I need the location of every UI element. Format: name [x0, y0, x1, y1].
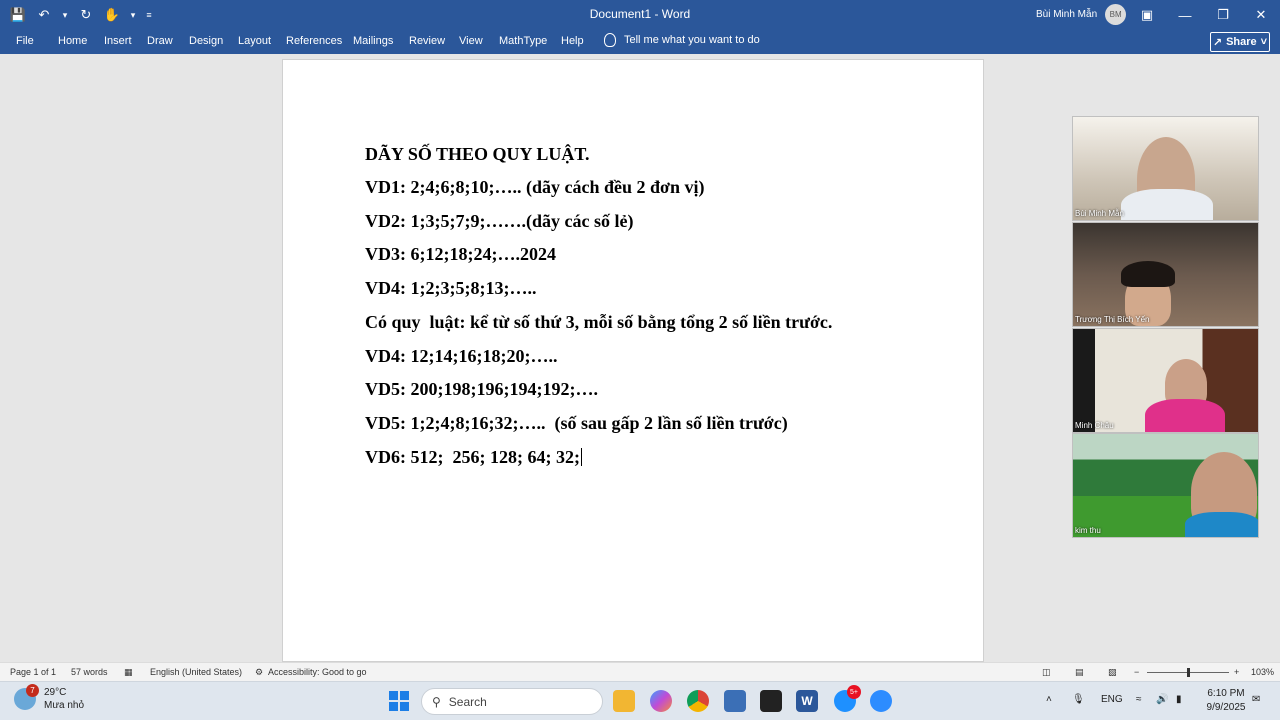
- tab-help[interactable]: Help: [561, 35, 584, 47]
- undo-dropdown-icon[interactable]: ▾: [62, 9, 68, 20]
- zoom-slider-thumb[interactable]: [1187, 668, 1190, 677]
- temperature: 29°C: [44, 687, 67, 698]
- accessibility-icon[interactable]: ⚙: [255, 667, 264, 677]
- tab-layout[interactable]: Layout: [238, 35, 272, 47]
- document-line[interactable]: VD2: 1;3;5;7;9;…….(dãy các số lẻ): [365, 211, 634, 231]
- document-page[interactable]: [282, 59, 984, 662]
- language-status[interactable]: English (United States): [150, 667, 243, 677]
- customize-qat-icon[interactable]: ≡: [146, 10, 152, 20]
- wifi-icon[interactable]: ≈: [1136, 694, 1142, 705]
- document-line[interactable]: VD1: 2;4;6;8;10;….. (dãy cách đều 2 đơn vị): [365, 177, 705, 197]
- participant-name: Trương Thị Bích Yến: [1075, 315, 1150, 324]
- status-bar: [0, 662, 1280, 681]
- document-line-current[interactable]: [365, 447, 582, 468]
- document-line[interactable]: Có quy luật: kể từ số thứ 3, mỗi số bằng tổng 2 số liền trước.: [365, 312, 833, 332]
- tell-me-label: Tell me what you want to do: [624, 34, 760, 46]
- tab-mathtype[interactable]: MathType: [499, 35, 548, 47]
- redo-icon[interactable]: ↻: [80, 7, 92, 22]
- word-icon[interactable]: W: [796, 690, 818, 712]
- tab-insert[interactable]: Insert: [104, 35, 132, 47]
- weather-icon: [14, 688, 36, 710]
- participant-name: Bùi Minh Mẫn: [1075, 209, 1124, 218]
- date: 9/9/2025: [1206, 702, 1246, 713]
- tab-draw[interactable]: Draw: [147, 35, 173, 47]
- tell-me-search[interactable]: [604, 33, 760, 47]
- proofing-icon[interactable]: ▦: [124, 667, 133, 677]
- search-icon: ⚲: [432, 694, 441, 709]
- document-title: Document1 - Word: [589, 7, 691, 21]
- document-line[interactable]: VD5: 1;2;4;8;16;32;….. (số sau gấp 2 lần số liền trước): [365, 413, 788, 433]
- file-explorer-icon[interactable]: [613, 690, 635, 712]
- account-area[interactable]: [1036, 4, 1126, 25]
- windows-logo-icon: [389, 691, 398, 700]
- document-line[interactable]: VD3: 6;12;18;24;….2024: [365, 244, 556, 264]
- participant-video-3[interactable]: [1072, 328, 1259, 433]
- clock[interactable]: [1200, 687, 1252, 715]
- ribbon-display-icon[interactable]: ▣: [1140, 7, 1154, 22]
- document-line[interactable]: VD5: 200;198;196;194;192;….: [365, 379, 598, 399]
- participant-video-1[interactable]: [1072, 116, 1259, 221]
- chrome-icon[interactable]: [687, 690, 709, 712]
- touch-mode-icon[interactable]: ✋: [103, 7, 121, 22]
- avatar[interactable]: BM: [1105, 4, 1126, 25]
- participant-name: Minh Châu: [1075, 421, 1114, 430]
- start-button[interactable]: [389, 691, 409, 711]
- participant-shirt: [1185, 512, 1259, 538]
- participant-shirt: [1121, 189, 1213, 221]
- page-count[interactable]: Page 1 of 1: [10, 667, 57, 677]
- windows-logo-icon: [400, 702, 409, 711]
- taskbar-search[interactable]: [421, 688, 603, 715]
- participant-video-4[interactable]: [1072, 433, 1259, 538]
- taskbar: [0, 681, 1280, 720]
- remote-desktop-icon[interactable]: [724, 690, 746, 712]
- restore-icon[interactable]: ❐: [1217, 7, 1229, 22]
- weather-badge: 7: [26, 684, 39, 697]
- volume-icon[interactable]: 🔊: [1156, 694, 1169, 705]
- participant-video-2[interactable]: [1072, 222, 1259, 327]
- tab-view[interactable]: View: [459, 35, 483, 47]
- participant-name: kim thu: [1075, 526, 1101, 535]
- participant-shirt: [1145, 399, 1225, 433]
- zalo-icon[interactable]: [834, 690, 856, 712]
- share-button[interactable]: [1210, 32, 1270, 52]
- participant-hair: [1121, 261, 1175, 287]
- tab-mailings[interactable]: Mailings: [353, 35, 394, 47]
- share-icon: ↗: [1212, 36, 1223, 49]
- document-line[interactable]: VD4: 1;2;3;5;8;13;…..: [365, 278, 537, 298]
- notification-icon[interactable]: ✉: [1252, 694, 1261, 705]
- lightbulb-icon: [604, 33, 616, 47]
- zoom-in-icon[interactable]: +: [1234, 667, 1240, 677]
- tab-references[interactable]: References: [286, 35, 343, 47]
- zoom-level[interactable]: 103%: [1251, 667, 1275, 677]
- microphone-icon[interactable]: 🎙: [1072, 694, 1085, 705]
- minimize-icon[interactable]: —: [1178, 7, 1192, 23]
- copilot-icon[interactable]: [650, 690, 672, 712]
- current-line-text: VD6: 512; 256; 128; 64; 32;: [365, 447, 580, 467]
- web-layout-icon[interactable]: ▧: [1108, 667, 1117, 677]
- tab-design[interactable]: Design: [189, 35, 224, 47]
- windows-logo-icon: [389, 702, 398, 711]
- windows-logo-icon: [400, 691, 409, 700]
- touch-dropdown-icon[interactable]: ▾: [130, 9, 136, 20]
- tab-home[interactable]: Home: [58, 35, 88, 47]
- battery-icon[interactable]: ▮: [1176, 694, 1182, 705]
- read-mode-icon[interactable]: ◫: [1042, 667, 1051, 677]
- document-line[interactable]: VD4: 12;14;16;18;20;…..: [365, 346, 558, 366]
- word-count[interactable]: 57 words: [71, 667, 108, 677]
- tab-file[interactable]: File: [16, 35, 34, 47]
- weather-description: Mưa nhỏ: [44, 700, 85, 711]
- user-name: Bùi Minh Mẫn: [1036, 9, 1098, 20]
- weather-widget[interactable]: [14, 686, 84, 712]
- tab-review[interactable]: Review: [409, 35, 446, 47]
- zoom-out-icon[interactable]: −: [1134, 667, 1140, 677]
- zoom-app-icon[interactable]: [870, 690, 892, 712]
- ribbon-tabs: [0, 30, 1280, 54]
- input-language[interactable]: ENG: [1101, 694, 1123, 705]
- chevron-up-icon[interactable]: ˄: [1046, 694, 1052, 705]
- quick-access-toolbar: [8, 0, 154, 30]
- print-layout-icon[interactable]: ▤: [1075, 667, 1084, 677]
- chevron-down-icon: ˅: [1260, 36, 1268, 48]
- share-label: Share: [1226, 36, 1257, 48]
- save-icon[interactable]: 💾: [9, 7, 27, 22]
- heading-line[interactable]: DÃY SỐ THEO QUY LUẬT.: [365, 144, 590, 164]
- time: 6:10 PM: [1207, 688, 1245, 699]
- search-placeholder: Search: [448, 694, 487, 709]
- close-icon[interactable]: ✕: [1255, 7, 1267, 22]
- title-bar: [0, 0, 1280, 30]
- accessibility-status[interactable]: Accessibility: Good to go: [268, 667, 367, 677]
- zalo-badge: 5+: [847, 685, 861, 699]
- capcut-icon[interactable]: [760, 690, 782, 712]
- text-cursor: [581, 448, 582, 466]
- undo-icon[interactable]: ↶: [38, 7, 50, 22]
